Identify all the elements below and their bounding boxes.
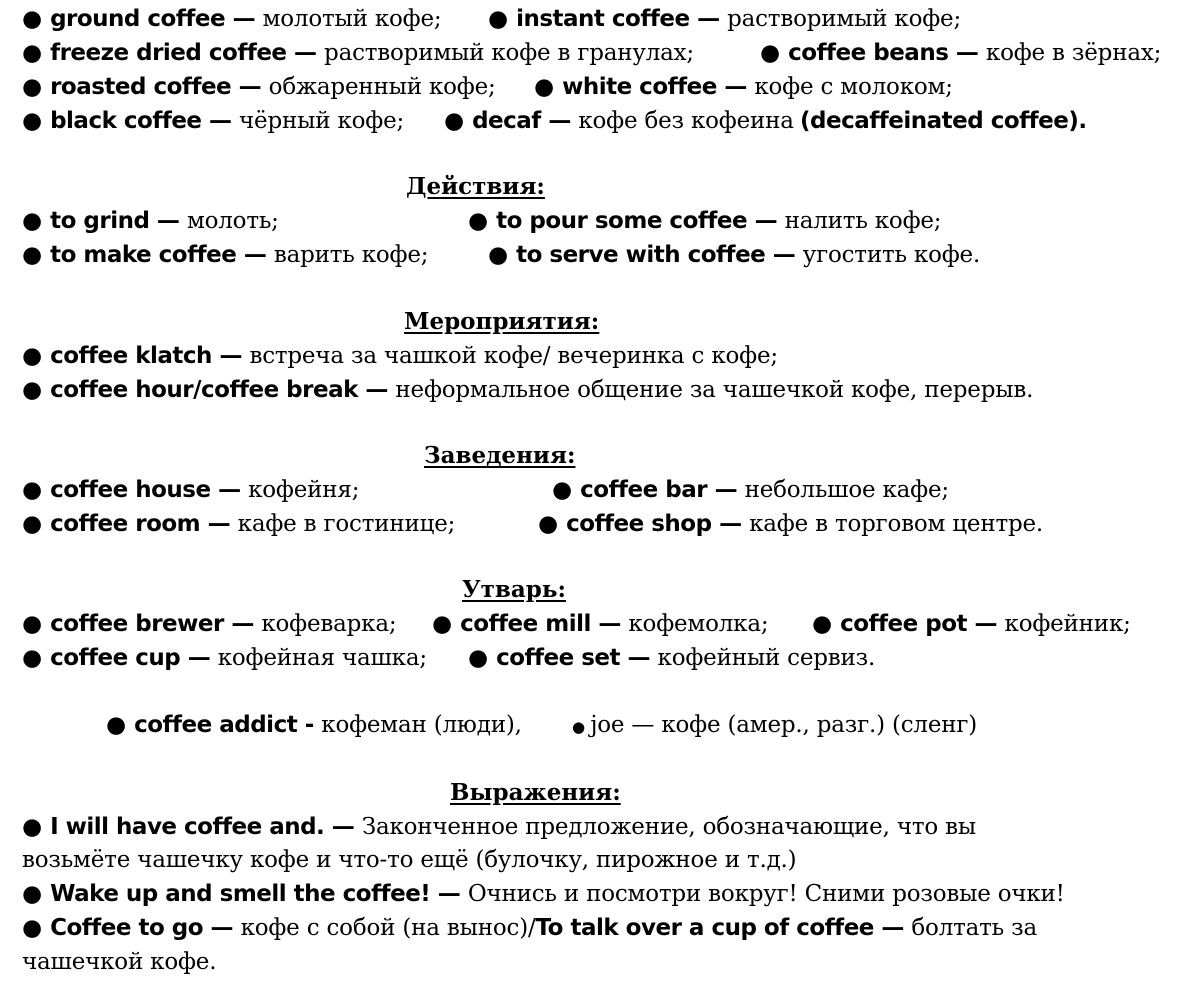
term-ru: Очнись и посмотри вокруг! Сними розовые очки! [467, 881, 1065, 907]
term-ru: налить кофе; [784, 208, 942, 234]
bullet: ● [488, 242, 517, 268]
bullet: ● [22, 343, 51, 369]
term-ru: угостить кофе. [802, 242, 981, 268]
term-en: coffee bar [580, 477, 708, 503]
term-en: to serve with coffee [516, 242, 766, 268]
term-ru: кофеварка; [261, 611, 397, 637]
bullet: ● [538, 511, 567, 537]
term-ru: кофейник; [1004, 611, 1131, 637]
bullet: ● [22, 208, 51, 234]
term-en: instant coffee [516, 6, 690, 32]
term-ru: кофемолка; [628, 611, 769, 637]
term-en: coffee klatch [50, 343, 212, 369]
term-en: coffee addict [134, 712, 298, 738]
term-en: white coffee [562, 74, 717, 100]
heading-events: Мероприятия: [404, 308, 600, 335]
bullet: ● [22, 881, 51, 907]
term-en-full: (decaffeinated coffee). [800, 108, 1087, 134]
term-en: decaf [472, 108, 541, 134]
term-ru: молотый кофе; [262, 6, 442, 32]
term-ru: встреча за чашкой кофе/ вечеринка с кофе; [249, 343, 778, 369]
term-en: To talk over a cup of coffee [535, 915, 874, 941]
term-en: roasted coffee [50, 74, 232, 100]
term-en: coffee mill [460, 611, 591, 637]
bullet: ● [22, 74, 51, 100]
bullet: ● [22, 377, 51, 403]
term-en: I will have coffee and. [50, 814, 325, 840]
term-ru: растворимый кофе; [727, 6, 962, 32]
term-en: Wake up and smell the coffee! [50, 881, 431, 907]
heading-actions: Действия: [406, 173, 545, 200]
term-en: coffee beans [788, 40, 949, 66]
bullet: ● [106, 712, 135, 738]
term-ru: небольшое кафе; [744, 477, 949, 503]
bullet: ● [22, 242, 51, 268]
term-en: freeze dried coffee [50, 40, 287, 66]
term-ru-continued: чашечкой кофе. [22, 949, 217, 975]
bullet: ● [22, 108, 51, 134]
bullet: ● [22, 645, 51, 671]
bullet: ● [468, 208, 497, 234]
term-en: to grind [50, 208, 150, 234]
term-en: coffee house [50, 477, 211, 503]
term-ru: кофе с молоком; [754, 74, 953, 100]
bullet: ● [22, 40, 51, 66]
term-ru: кофе (амер., разг.) (сленг) [661, 712, 977, 738]
heading-utensils: Утварь: [462, 576, 566, 603]
term-ru: кофе без кофеина [578, 108, 794, 134]
term-en: coffee hour/coffee break [50, 377, 358, 403]
term-en: coffee room [50, 511, 201, 537]
term-ru: неформальное общение за чашечкой кофе, перерыв. [395, 377, 1034, 403]
term-en: ground coffee [50, 6, 226, 32]
bullet: ● [22, 611, 51, 637]
term-ru: Законченное предложение, обозначающие, что вы [361, 814, 976, 840]
term-ru: кофейный сервиз. [657, 645, 876, 671]
term-ru: обжаренный кофе; [268, 74, 496, 100]
bullet: ● [552, 477, 581, 503]
term-ru: кафе в торговом центре. [749, 511, 1044, 537]
bullet: ● [444, 108, 473, 134]
term-en: coffee brewer [50, 611, 224, 637]
term-en: coffee cup [50, 645, 181, 671]
bullet: ● [22, 511, 51, 537]
bullet: ● [534, 74, 563, 100]
bullet: ● [488, 6, 517, 32]
bullet: ● [432, 611, 461, 637]
term-ru: кофеман (люди), [321, 712, 522, 738]
term-en: to pour some coffee [496, 208, 748, 234]
term-en: coffee pot [840, 611, 967, 637]
term-ru: чёрный кофе; [239, 108, 405, 134]
bullet: ● [760, 40, 789, 66]
term-en: black coffee [50, 108, 202, 134]
bullet: ● [812, 611, 841, 637]
term-ru: болтать за [911, 915, 1037, 941]
term-en: Coffee to go [50, 915, 204, 941]
heading-places: Заведения: [424, 442, 576, 469]
term-ru: кофейня; [248, 477, 360, 503]
bullet: ● [22, 915, 51, 941]
term-ru: кафе в гостинице; [237, 511, 456, 537]
term-en: coffee shop [566, 511, 712, 537]
term-en: coffee set [496, 645, 621, 671]
bullet: ● [22, 477, 51, 503]
term-ru: кофе в зёрнах; [985, 40, 1162, 66]
term-ru: кофейная чашка; [217, 645, 427, 671]
term-ru: молоть; [186, 208, 279, 234]
bullet: ● [572, 718, 591, 736]
bullet: ● [468, 645, 497, 671]
bullet: ● [22, 6, 51, 32]
term-ru: растворимый кофе в гранулах; [324, 40, 694, 66]
term-ru: варить кофе; [273, 242, 429, 268]
bullet: ● [22, 814, 51, 840]
term-en: to make coffee [50, 242, 237, 268]
term-en: joe [590, 712, 625, 738]
term-ru-continued: возьмёте чашечку кофе и что-то ещё (булочку, пирожное и т.д.) [22, 847, 797, 873]
term-ru: кофе с собой (на вынос)/ [240, 915, 536, 941]
heading-expressions: Выражения: [450, 779, 621, 806]
